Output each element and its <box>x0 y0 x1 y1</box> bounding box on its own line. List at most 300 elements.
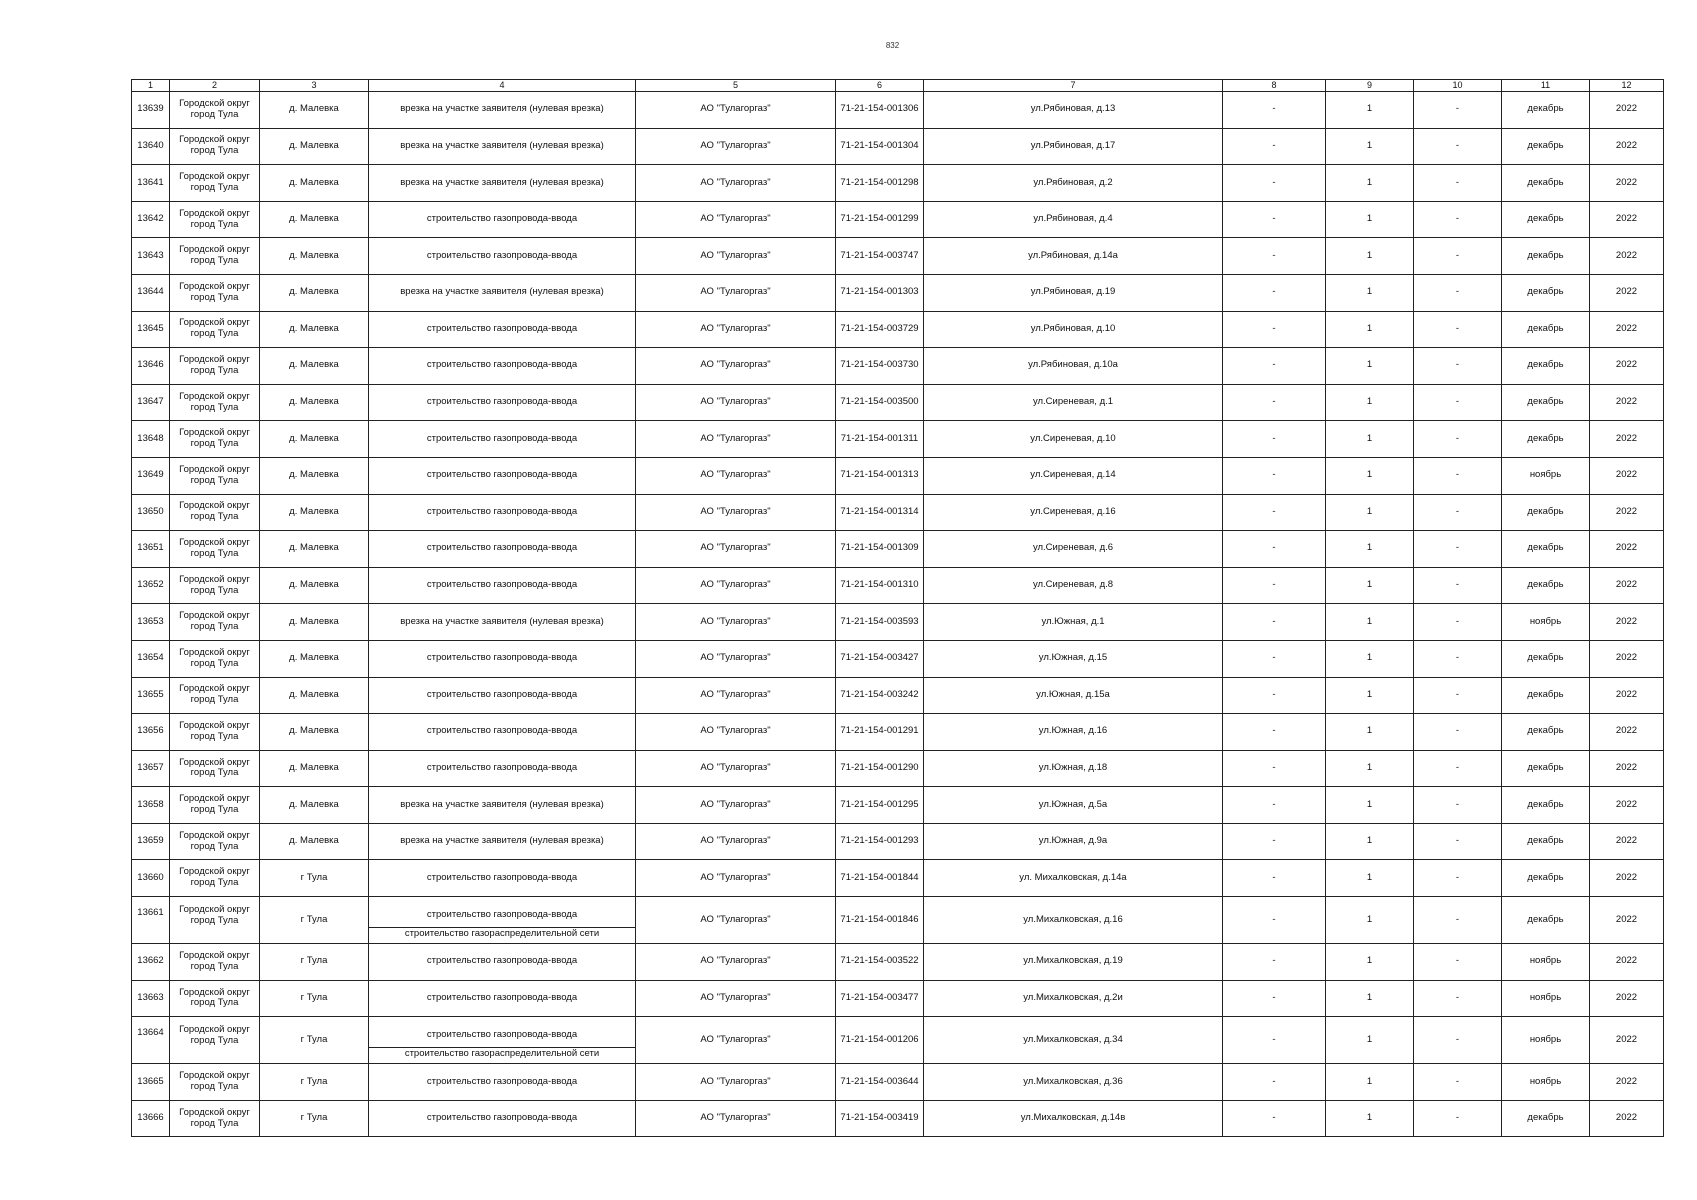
organization-cell: АО "Тулагоргаз" <box>636 201 836 238</box>
row-number: 13649 <box>132 457 170 494</box>
municipality-cell: Городской округ город Тула <box>170 640 260 677</box>
table-row <box>132 604 1664 641</box>
address-cell: ул.Южная, д.16 <box>924 714 1223 751</box>
column-10-cell: - <box>1414 348 1502 385</box>
locality-cell: д. Малевка <box>260 421 369 458</box>
work-type-cell: строительство газопровода-ввода <box>369 531 636 568</box>
column-10-cell: - <box>1414 640 1502 677</box>
locality-cell: д. Малевка <box>260 604 369 641</box>
address-cell: ул.Рябиновая, д.2 <box>924 165 1223 202</box>
column-9-cell: 1 <box>1326 944 1414 981</box>
column-9-cell: 1 <box>1326 165 1414 202</box>
column-8-cell: - <box>1223 421 1326 458</box>
month-cell: ноябрь <box>1502 944 1590 981</box>
table-row <box>132 494 1664 531</box>
locality-cell: д. Малевка <box>260 384 369 421</box>
table-body <box>132 92 1664 1137</box>
address-cell: ул.Рябиновая, д.10 <box>924 311 1223 348</box>
address-cell: ул.Михалковская, д.19 <box>924 944 1223 981</box>
address-cell: ул.Сиреневая, д.14 <box>924 457 1223 494</box>
object-code-cell: 71-21-154-001291 <box>836 714 924 751</box>
organization-cell: АО "Тулагоргаз" <box>636 567 836 604</box>
column-8-cell: - <box>1223 567 1326 604</box>
column-10-cell: - <box>1414 311 1502 348</box>
column-9-cell: 1 <box>1326 384 1414 421</box>
year-cell: 2022 <box>1590 348 1664 385</box>
locality-cell: г Тула <box>260 980 369 1017</box>
address-cell: ул.Михалковская, д.36 <box>924 1064 1223 1101</box>
table-row <box>132 860 1664 897</box>
locality-cell: д. Малевка <box>260 494 369 531</box>
object-code-cell: 71-21-154-001844 <box>836 860 924 897</box>
municipality-cell: Городской округ город Тула <box>170 750 260 787</box>
month-cell: декабрь <box>1502 860 1590 897</box>
address-cell: ул.Сиреневая, д.1 <box>924 384 1223 421</box>
municipality-cell: Городской округ город Тула <box>170 677 260 714</box>
object-code-cell: 71-21-154-001304 <box>836 128 924 165</box>
data-table <box>131 79 1664 1137</box>
month-cell: декабрь <box>1502 384 1590 421</box>
row-number: 13641 <box>132 165 170 202</box>
object-code-cell: 71-21-154-003500 <box>836 384 924 421</box>
object-code-cell: 71-21-154-003427 <box>836 640 924 677</box>
address-cell: ул.Михалковская, д.16 <box>924 897 1223 944</box>
work-type-cell: строительство газопровода-ввода <box>369 944 636 981</box>
locality-cell: д. Малевка <box>260 201 369 238</box>
column-8-cell: - <box>1223 1017 1326 1064</box>
year-cell: 2022 <box>1590 165 1664 202</box>
column-9-cell: 1 <box>1326 897 1414 944</box>
organization-cell: АО "Тулагоргаз" <box>636 128 836 165</box>
year-cell: 2022 <box>1590 1017 1664 1064</box>
object-code-cell: 71-21-154-001309 <box>836 531 924 568</box>
table-row <box>132 92 1664 129</box>
address-cell: ул.Рябиновая, д.19 <box>924 274 1223 311</box>
column-8-cell: - <box>1223 531 1326 568</box>
year-cell: 2022 <box>1590 787 1664 824</box>
organization-cell: АО "Тулагоргаз" <box>636 1017 836 1064</box>
column-10-cell: - <box>1414 714 1502 751</box>
table-row <box>132 201 1664 238</box>
year-cell: 2022 <box>1590 201 1664 238</box>
locality-cell: д. Малевка <box>260 823 369 860</box>
table-row <box>132 750 1664 787</box>
month-cell: ноябрь <box>1502 980 1590 1017</box>
object-code-cell: 71-21-154-001310 <box>836 567 924 604</box>
row-number: 13652 <box>132 567 170 604</box>
column-header: 11 <box>1502 80 1590 92</box>
month-cell: ноябрь <box>1502 457 1590 494</box>
month-cell: декабрь <box>1502 238 1590 275</box>
organization-cell: АО "Тулагоргаз" <box>636 384 836 421</box>
column-8-cell: - <box>1223 238 1326 275</box>
object-code-cell: 71-21-154-001298 <box>836 165 924 202</box>
organization-cell: АО "Тулагоргаз" <box>636 823 836 860</box>
table-row <box>132 531 1664 568</box>
column-8-cell: - <box>1223 980 1326 1017</box>
column-9-cell: 1 <box>1326 1064 1414 1101</box>
year-cell: 2022 <box>1590 531 1664 568</box>
locality-cell: д. Малевка <box>260 640 369 677</box>
locality-cell: д. Малевка <box>260 531 369 568</box>
table-row <box>132 944 1664 981</box>
year-cell: 2022 <box>1590 897 1664 944</box>
column-8-cell: - <box>1223 165 1326 202</box>
table-row <box>132 238 1664 275</box>
locality-cell: д. Малевка <box>260 311 369 348</box>
column-10-cell: - <box>1414 677 1502 714</box>
work-type-cell: врезка на участке заявителя (нулевая врезка) <box>369 92 636 129</box>
address-cell: ул.Южная, д.15а <box>924 677 1223 714</box>
work-type-cell: врезка на участке заявителя (нулевая врезка) <box>369 787 636 824</box>
column-8-cell: - <box>1223 494 1326 531</box>
table-row <box>132 897 1664 944</box>
month-cell: декабрь <box>1502 1100 1590 1137</box>
address-cell: ул.Южная, д.9а <box>924 823 1223 860</box>
work-type-cell: строительство газопровода-ввода <box>369 677 636 714</box>
month-cell: декабрь <box>1502 128 1590 165</box>
row-number: 13646 <box>132 348 170 385</box>
organization-cell: АО "Тулагоргаз" <box>636 944 836 981</box>
table-row <box>132 787 1664 824</box>
year-cell: 2022 <box>1590 944 1664 981</box>
locality-cell: д. Малевка <box>260 238 369 275</box>
column-8-cell: - <box>1223 384 1326 421</box>
municipality-cell: Городской округ город Тула <box>170 604 260 641</box>
column-9-cell: 1 <box>1326 567 1414 604</box>
row-number: 13647 <box>132 384 170 421</box>
column-header: 6 <box>836 80 924 92</box>
work-type-cell: врезка на участке заявителя (нулевая врезка) <box>369 823 636 860</box>
column-8-cell: - <box>1223 897 1326 944</box>
row-number: 13640 <box>132 128 170 165</box>
column-8-cell: - <box>1223 1100 1326 1137</box>
address-cell: ул.Михалковская, д.34 <box>924 1017 1223 1064</box>
column-8-cell: - <box>1223 750 1326 787</box>
object-code-cell: 71-21-154-003477 <box>836 980 924 1017</box>
column-9-cell: 1 <box>1326 274 1414 311</box>
column-9-cell: 1 <box>1326 787 1414 824</box>
column-8-cell: - <box>1223 860 1326 897</box>
locality-cell: д. Малевка <box>260 750 369 787</box>
table-row <box>132 640 1664 677</box>
table-row <box>132 274 1664 311</box>
month-cell: декабрь <box>1502 494 1590 531</box>
table-row <box>132 1100 1664 1137</box>
municipality-cell: Городской округ город Тула <box>170 457 260 494</box>
column-10-cell: - <box>1414 494 1502 531</box>
object-code-cell: 71-21-154-001206 <box>836 1017 924 1064</box>
column-9-cell: 1 <box>1326 714 1414 751</box>
year-cell: 2022 <box>1590 677 1664 714</box>
municipality-cell: Городской округ город Тула <box>170 348 260 385</box>
work-type-cell: строительство газопровода-ввода <box>369 238 636 275</box>
locality-cell: д. Малевка <box>260 567 369 604</box>
column-10-cell: - <box>1414 787 1502 824</box>
column-header: 10 <box>1414 80 1502 92</box>
column-8-cell: - <box>1223 457 1326 494</box>
column-header: 8 <box>1223 80 1326 92</box>
column-8-cell: - <box>1223 714 1326 751</box>
object-code-cell: 71-21-154-001313 <box>836 457 924 494</box>
object-code-cell: 71-21-154-003419 <box>836 1100 924 1137</box>
municipality-cell: Городской округ город Тула <box>170 531 260 568</box>
organization-cell: АО "Тулагоргаз" <box>636 92 836 129</box>
column-header: 7 <box>924 80 1223 92</box>
year-cell: 2022 <box>1590 750 1664 787</box>
column-8-cell: - <box>1223 92 1326 129</box>
municipality-cell: Городской округ город Тула <box>170 1100 260 1137</box>
municipality-cell: Городской округ город Тула <box>170 494 260 531</box>
column-10-cell: - <box>1414 750 1502 787</box>
column-9-cell: 1 <box>1326 640 1414 677</box>
locality-cell: д. Малевка <box>260 128 369 165</box>
locality-cell: д. Малевка <box>260 787 369 824</box>
object-code-cell: 71-21-154-003644 <box>836 1064 924 1101</box>
row-number-text: 13664 <box>137 1026 164 1038</box>
address-cell: ул.Рябиновая, д.13 <box>924 92 1223 129</box>
column-header: 3 <box>260 80 369 92</box>
row-number: 13655 <box>132 677 170 714</box>
column-8-cell: - <box>1223 787 1326 824</box>
column-10-cell: - <box>1414 274 1502 311</box>
work-type-cell: строительство газопровода-ввода <box>369 1064 636 1101</box>
address-cell: ул.Рябиновая, д.4 <box>924 201 1223 238</box>
column-9-cell: 1 <box>1326 457 1414 494</box>
column-8-cell: - <box>1223 128 1326 165</box>
column-9-cell: 1 <box>1326 750 1414 787</box>
municipality-cell <box>170 1017 260 1064</box>
locality-cell: г Тула <box>260 1100 369 1137</box>
column-10-cell: - <box>1414 92 1502 129</box>
work-type-extra-text: строительство газораспределительной сети <box>369 927 635 940</box>
column-9-cell: 1 <box>1326 421 1414 458</box>
month-cell: декабрь <box>1502 567 1590 604</box>
work-type-cell: врезка на участке заявителя (нулевая врезка) <box>369 604 636 641</box>
locality-cell: г Тула <box>260 1064 369 1101</box>
column-9-cell: 1 <box>1326 311 1414 348</box>
column-9-cell: 1 <box>1326 1017 1414 1064</box>
work-type-cell: строительство газопровода-ввода <box>369 860 636 897</box>
object-code-cell: 71-21-154-003747 <box>836 238 924 275</box>
column-9-cell: 1 <box>1326 980 1414 1017</box>
address-cell: ул.Южная, д.1 <box>924 604 1223 641</box>
organization-cell: АО "Тулагоргаз" <box>636 421 836 458</box>
municipality-cell: Городской округ город Тула <box>170 421 260 458</box>
municipality-cell: Городской округ город Тула <box>170 238 260 275</box>
year-cell: 2022 <box>1590 384 1664 421</box>
table-row <box>132 457 1664 494</box>
year-cell: 2022 <box>1590 1100 1664 1137</box>
month-cell: декабрь <box>1502 787 1590 824</box>
municipality-cell <box>170 897 260 944</box>
page-number: 832 <box>885 41 900 50</box>
organization-cell: АО "Тулагоргаз" <box>636 494 836 531</box>
month-cell: декабрь <box>1502 714 1590 751</box>
work-type-cell: строительство газопровода-ввода <box>369 494 636 531</box>
address-cell: ул.Южная, д.18 <box>924 750 1223 787</box>
column-10-cell: - <box>1414 1100 1502 1137</box>
year-cell: 2022 <box>1590 128 1664 165</box>
month-cell: декабрь <box>1502 531 1590 568</box>
address-cell: ул.Сиреневая, д.6 <box>924 531 1223 568</box>
row-number: 13653 <box>132 604 170 641</box>
month-cell: ноябрь <box>1502 604 1590 641</box>
address-cell: ул.Рябиновая, д.17 <box>924 128 1223 165</box>
address-cell: ул.Рябиновая, д.10а <box>924 348 1223 385</box>
municipality-cell: Городской округ город Тула <box>170 860 260 897</box>
locality-cell: д. Малевка <box>260 165 369 202</box>
row-number: 13643 <box>132 238 170 275</box>
column-10-cell: - <box>1414 823 1502 860</box>
work-type-cell: строительство газопровода-ввода <box>369 311 636 348</box>
municipality-cell: Городской округ город Тула <box>170 128 260 165</box>
object-code-cell: 71-21-154-001306 <box>836 92 924 129</box>
year-cell: 2022 <box>1590 1064 1664 1101</box>
row-number: 13660 <box>132 860 170 897</box>
object-code-cell: 71-21-154-003522 <box>836 944 924 981</box>
column-8-cell: - <box>1223 944 1326 981</box>
column-9-cell: 1 <box>1326 494 1414 531</box>
month-cell: декабрь <box>1502 421 1590 458</box>
column-8-cell: - <box>1223 274 1326 311</box>
column-8-cell: - <box>1223 201 1326 238</box>
column-10-cell: - <box>1414 897 1502 944</box>
column-10-cell: - <box>1414 944 1502 981</box>
organization-cell: АО "Тулагоргаз" <box>636 860 836 897</box>
address-cell: ул.Рябиновая, д.14а <box>924 238 1223 275</box>
organization-cell: АО "Тулагоргаз" <box>636 311 836 348</box>
column-header: 1 <box>132 80 170 92</box>
row-number: 13663 <box>132 980 170 1017</box>
locality-cell: г Тула <box>260 944 369 981</box>
column-8-cell: - <box>1223 311 1326 348</box>
column-header: 5 <box>636 80 836 92</box>
column-10-cell: - <box>1414 421 1502 458</box>
table-row <box>132 1064 1664 1101</box>
column-9-cell: 1 <box>1326 860 1414 897</box>
year-cell: 2022 <box>1590 238 1664 275</box>
row-number: 13665 <box>132 1064 170 1101</box>
row-number: 13654 <box>132 640 170 677</box>
month-cell: декабрь <box>1502 823 1590 860</box>
organization-cell: АО "Тулагоргаз" <box>636 165 836 202</box>
locality-cell: г Тула <box>260 860 369 897</box>
column-10-cell: - <box>1414 531 1502 568</box>
organization-cell: АО "Тулагоргаз" <box>636 980 836 1017</box>
column-10-cell: - <box>1414 165 1502 202</box>
column-9-cell: 1 <box>1326 1100 1414 1137</box>
column-10-cell: - <box>1414 238 1502 275</box>
column-9-cell: 1 <box>1326 348 1414 385</box>
work-type-cell: строительство газопровода-ввода <box>369 714 636 751</box>
work-type-cell: строительство газопровода-ввода <box>369 348 636 385</box>
object-code-cell: 71-21-154-003593 <box>836 604 924 641</box>
municipality-cell: Городской округ город Тула <box>170 1064 260 1101</box>
row-number: 13650 <box>132 494 170 531</box>
address-cell: ул.Сиреневая, д.8 <box>924 567 1223 604</box>
organization-cell: АО "Тулагоргаз" <box>636 531 836 568</box>
address-cell: ул.Южная, д.15 <box>924 640 1223 677</box>
column-10-cell: - <box>1414 604 1502 641</box>
work-type-cell: строительство газопровода-ввода <box>369 980 636 1017</box>
work-type-cell: строительство газопровода-ввода <box>369 750 636 787</box>
table-row <box>132 823 1664 860</box>
column-10-cell: - <box>1414 384 1502 421</box>
column-10-cell: - <box>1414 201 1502 238</box>
column-8-cell: - <box>1223 348 1326 385</box>
column-header: 4 <box>369 80 636 92</box>
column-8-cell: - <box>1223 1064 1326 1101</box>
month-cell: декабрь <box>1502 348 1590 385</box>
table-row <box>132 714 1664 751</box>
year-cell: 2022 <box>1590 92 1664 129</box>
address-cell: ул.Сиреневая, д.10 <box>924 421 1223 458</box>
year-cell: 2022 <box>1590 714 1664 751</box>
object-code-cell: 71-21-154-003242 <box>836 677 924 714</box>
column-10-cell: - <box>1414 457 1502 494</box>
column-9-cell: 1 <box>1326 128 1414 165</box>
municipality-cell: Городской округ город Тула <box>170 165 260 202</box>
municipality-cell: Городской округ город Тула <box>170 714 260 751</box>
locality-cell: д. Малевка <box>260 457 369 494</box>
column-9-cell: 1 <box>1326 823 1414 860</box>
municipality-cell: Городской округ город Тула <box>170 823 260 860</box>
month-cell: ноябрь <box>1502 1064 1590 1101</box>
table-row <box>132 348 1664 385</box>
column-10-cell: - <box>1414 1017 1502 1064</box>
municipality-cell: Городской округ город Тула <box>170 787 260 824</box>
year-cell: 2022 <box>1590 311 1664 348</box>
column-8-cell: - <box>1223 677 1326 714</box>
column-9-cell: 1 <box>1326 531 1414 568</box>
work-type-cell: врезка на участке заявителя (нулевая врезка) <box>369 165 636 202</box>
column-10-cell: - <box>1414 1064 1502 1101</box>
column-header: 2 <box>170 80 260 92</box>
column-9-cell: 1 <box>1326 201 1414 238</box>
year-cell: 2022 <box>1590 860 1664 897</box>
table-row <box>132 128 1664 165</box>
column-header: 12 <box>1590 80 1664 92</box>
work-type-cell: строительство газопровода-ввода <box>369 421 636 458</box>
column-10-cell: - <box>1414 128 1502 165</box>
organization-cell: АО "Тулагоргаз" <box>636 750 836 787</box>
locality-cell: д. Малевка <box>260 714 369 751</box>
work-type-cell: строительство газопровода-ввода <box>369 457 636 494</box>
municipality-cell: Городской округ город Тула <box>170 201 260 238</box>
work-type-cell: врезка на участке заявителя (нулевая врезка) <box>369 128 636 165</box>
row-number: 13666 <box>132 1100 170 1137</box>
row-number: 13657 <box>132 750 170 787</box>
municipality-cell: Городской округ город Тула <box>170 944 260 981</box>
locality-cell: д. Малевка <box>260 274 369 311</box>
table-row <box>132 1017 1664 1064</box>
work-type-cell: строительство газопровода-ввода <box>369 1100 636 1137</box>
organization-cell: АО "Тулагоргаз" <box>636 714 836 751</box>
year-cell: 2022 <box>1590 604 1664 641</box>
column-8-cell: - <box>1223 604 1326 641</box>
month-cell: декабрь <box>1502 677 1590 714</box>
locality-cell: д. Малевка <box>260 92 369 129</box>
work-type-cell: строительство газопровода-ввода <box>369 567 636 604</box>
row-number: 13642 <box>132 201 170 238</box>
organization-cell: АО "Тулагоргаз" <box>636 348 836 385</box>
object-code-cell: 71-21-154-001290 <box>836 750 924 787</box>
row-number: 13656 <box>132 714 170 751</box>
column-9-cell: 1 <box>1326 238 1414 275</box>
object-code-cell: 71-21-154-001303 <box>836 274 924 311</box>
municipality-cell: Городской округ город Тула <box>170 274 260 311</box>
